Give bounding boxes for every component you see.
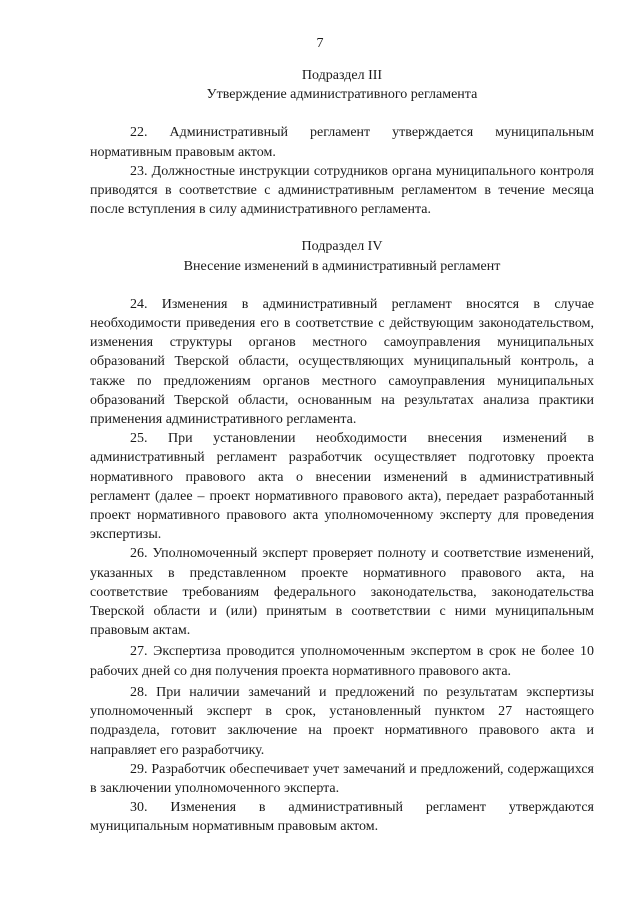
section-3-heading	[90, 66, 594, 104]
paragraph-26: 26. Уполномоченный эксперт проверяет полноту и соответствие изменений, указанных в представленном проекте нормативного правового акта, на соответствие требованиям федерального законодательства, законодательства Тверской области и (или) принятым в соответствии с ними муниципальным правовым актам.	[90, 546, 594, 639]
section-3-subtitle: Утверждение административного регламента	[206, 87, 478, 103]
paragraph-23: 23. Должностные инструкции сотрудников органа муниципального контроля приводятся в соответствие с административным регламентом в течение месяца после вступления в силу административного регламента.	[90, 163, 594, 218]
document-body	[90, 66, 594, 837]
section-4-title: Подраздел IV	[301, 239, 383, 255]
paragraph-25: 25. При установлении необходимости внесения изменений в административный регламент разработчик осуществляет подготовку проекта нормативного правового акта о внесении изменений в административный регламент (далее – проект нормативного правового акта), передает разработанный проект нормативного правового акта уполномоченному эксперту для проведения экспертизы.	[90, 431, 594, 543]
section-3-title: Подраздел III	[301, 68, 383, 83]
paragraph-22: 22. Административный регламент утверждается муниципальным нормативным правовым актом.	[90, 125, 594, 160]
paragraph-24: 24. Изменения в административный регламент вносятся в случае необходимости приведения его в соответствие с действующим законодательством, изменения структуры органов местного самоуправления муниципальных образований Тверской области, осуществляющих муниципальный контроль, а также по предложениям органов местного самоуправления муниципальных образований Тверской области, основанным на результатах анализа практики применения административного регламента.	[90, 296, 594, 428]
section-4-subtitle: Внесение изменений в административный регламент	[183, 258, 501, 274]
paragraph-29: 29. Разработчик обеспечивает учет замечаний и предложений, содержащихся в заключении уполномоченного эксперта.	[90, 761, 594, 796]
paragraph-30: 30. Изменения в административный регламент утверждаются муниципальным нормативным правовым актом.	[90, 800, 594, 835]
paragraph-27: 27. Экспертиза проводится уполномоченным экспертом в срок не более 10 рабочих дней со дня получения проекта нормативного правового акта.	[90, 644, 594, 679]
paragraph-28: 28. При наличии замечаний и предложений по результатам экспертизы уполномоченный эксперт в срок, установленный пунктом 27 настоящего подраздела, готовит заключение на проект нормативного правового акта и направляет его разработчику.	[90, 684, 594, 758]
page-number: 7	[316, 36, 324, 51]
section-4-heading	[90, 237, 594, 275]
